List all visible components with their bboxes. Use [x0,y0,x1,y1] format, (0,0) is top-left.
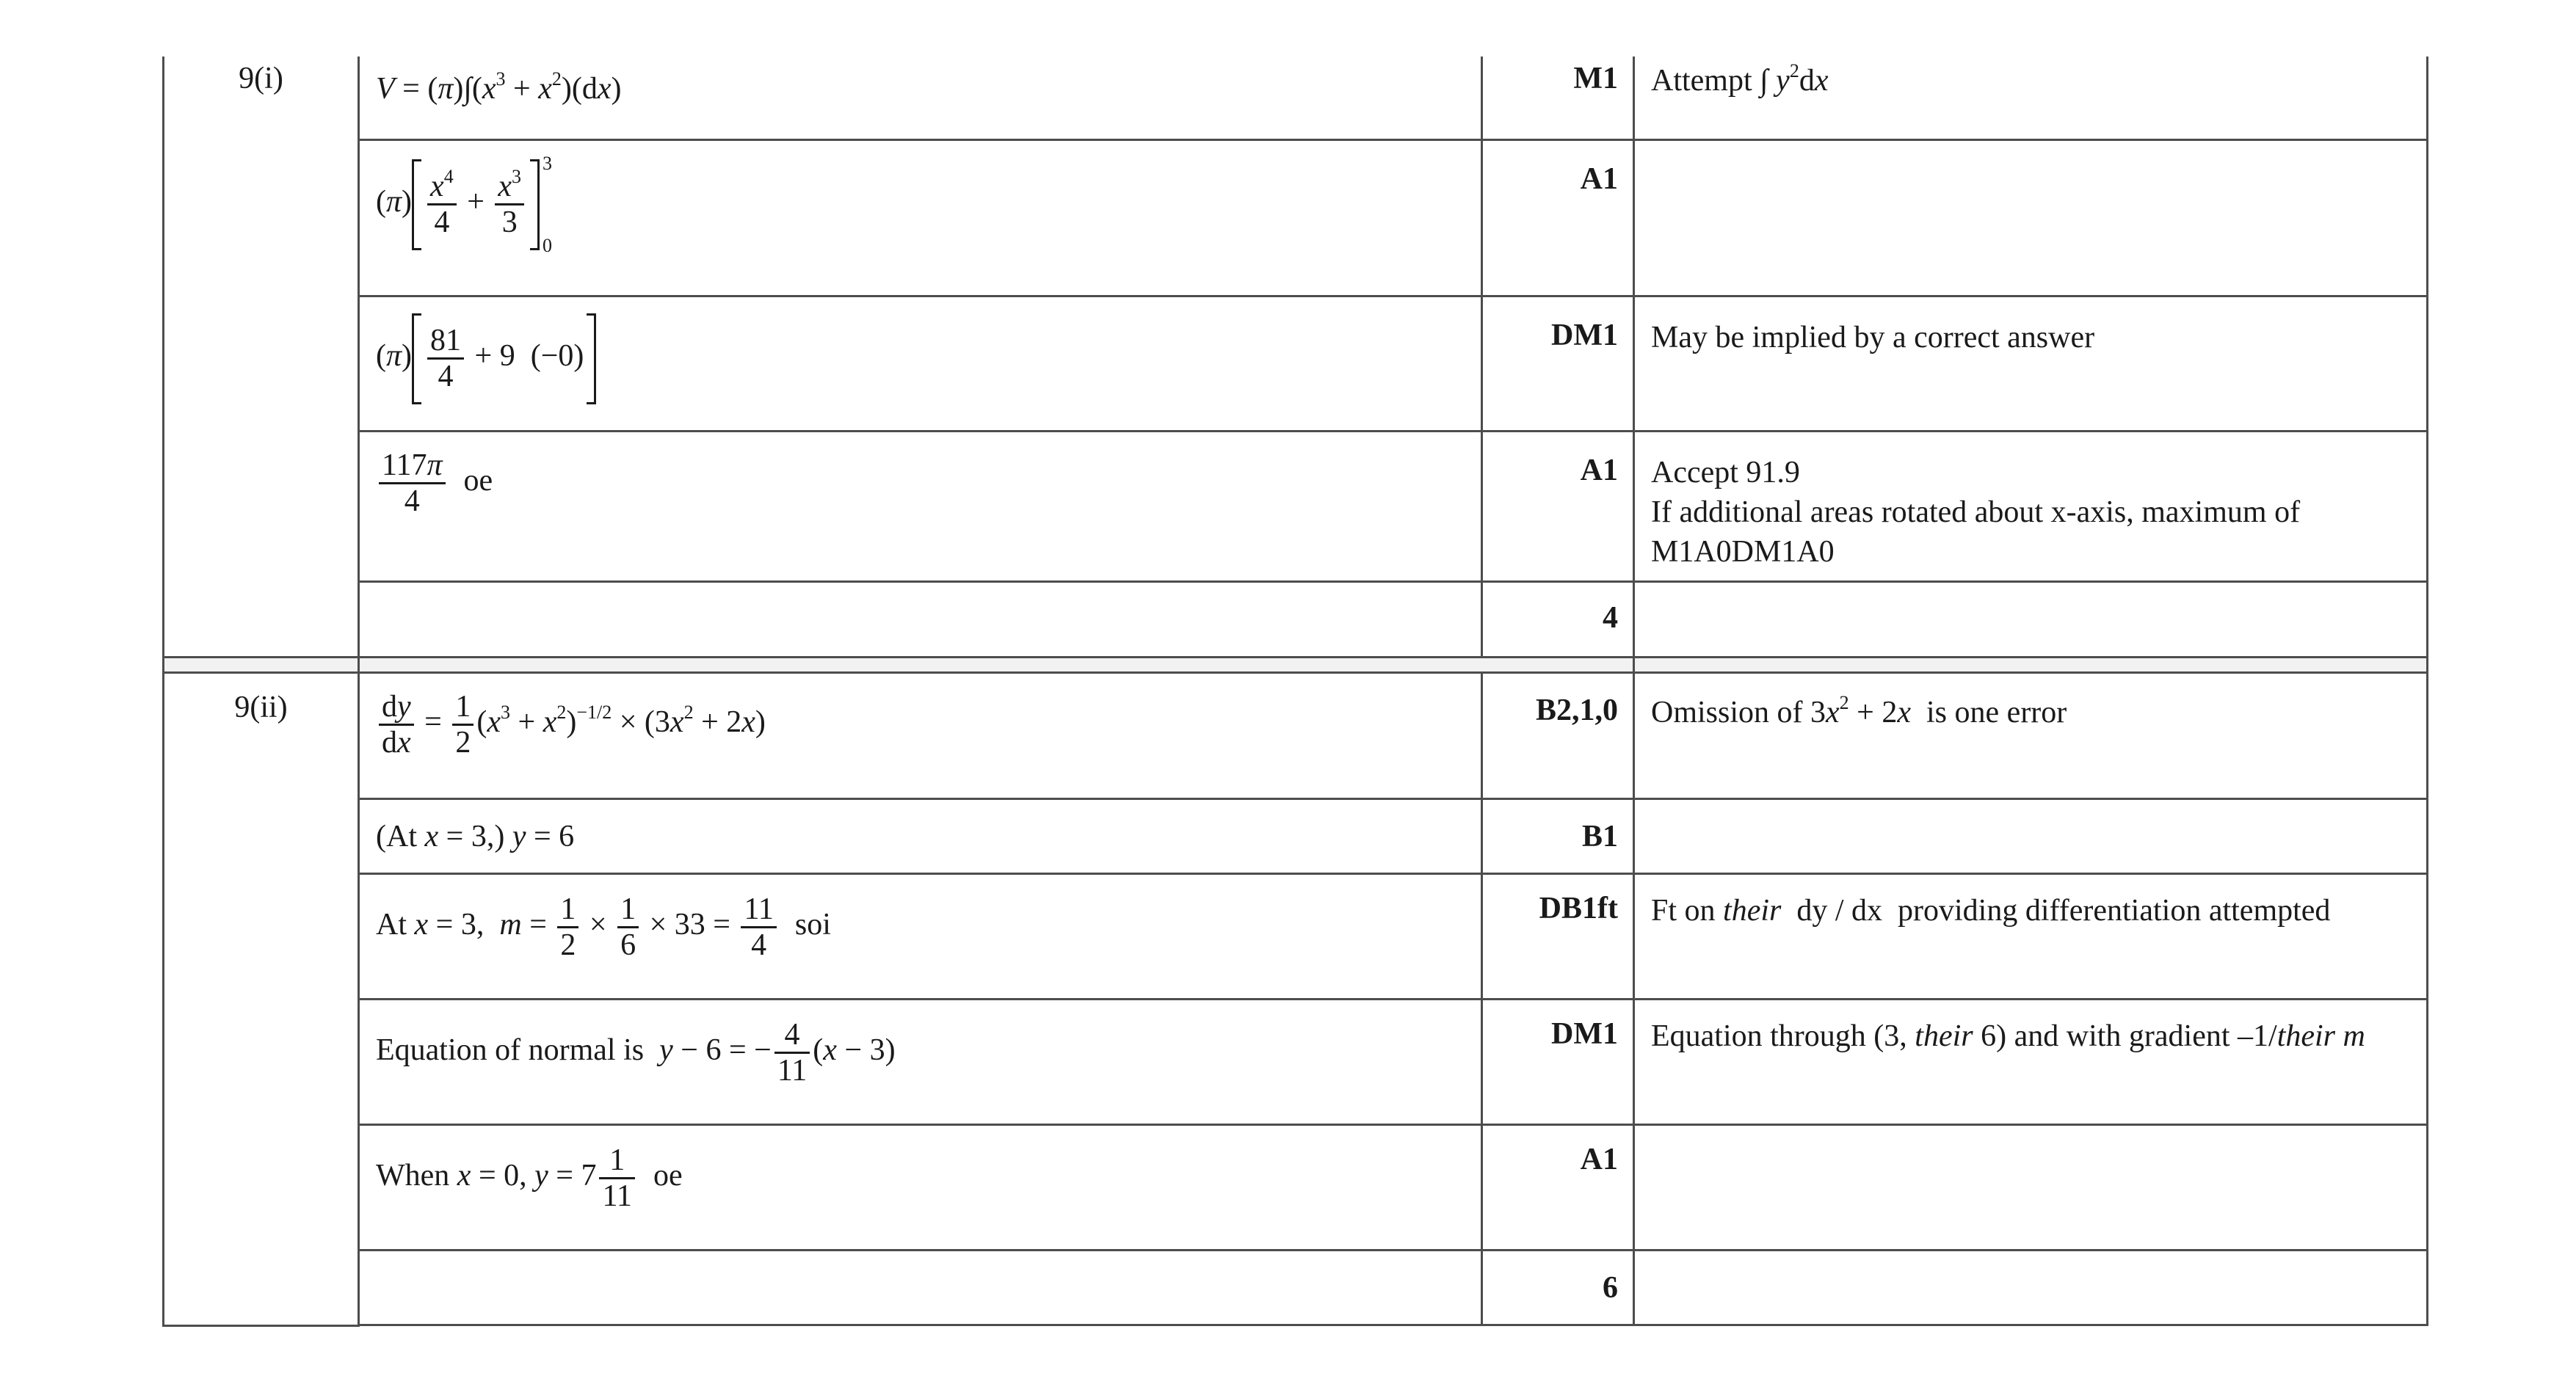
guidance-cell [1634,431,2428,581]
answer-cell [359,999,1482,1124]
question-label: 9(ii) [234,690,288,724]
answer-expression: (π) $\frac{x^4}{4}$ + $\frac{x^3}{3}$ 3 0 [376,152,553,256]
answer-expression: Equation of normal is y − 6 = − $\frac{4}{11}$ (x − 3) [376,1017,896,1088]
answer-expression: At x = 3, m = $\frac{1}{2}$ × $\frac{1}{6}$ × 33 = $\frac{11}{4}$ soi [376,892,831,962]
guidance-cell [1634,1124,2428,1250]
guidance-text: Omission of $3x^2 + 2x$ is one error [1651,691,2067,729]
answer-expression: When x = 0, y = 7 $\frac{1}{11}$ oe [376,1143,683,1213]
answer-expression: (π) $\frac{81}{4}$ + 9 (−0) [376,339,596,373]
question-label: 9(i) [239,62,283,95]
question-label-cell [164,672,359,1325]
answer-cell [359,431,1482,581]
answer-expression: $\frac{117\pi}{4}$ oe [376,464,493,498]
mark-cell: B2,1,0 [1482,672,1634,798]
mark-cell: DB1ft [1482,873,1634,999]
answer-expression: $V = (\pi)\int(x^3 + x^2)(dx)$ [376,68,622,106]
answer-cell [359,672,1482,798]
table-row [164,431,2428,581]
guidance-cell [1634,581,2428,657]
mark-cell: A1 [1482,431,1634,581]
guidance-cell [1634,672,2428,798]
answer-cell [359,798,1482,873]
table-row [164,1250,2428,1325]
mark-cell: DM1 [1482,999,1634,1124]
guidance-cell [1634,873,2428,999]
table-row [164,57,2428,139]
table-row [164,873,2428,999]
guidance-cell: May be implied by a correct answer [1634,296,2428,431]
guidance-text: Equation through (3, their 6) and with gradient –1/their m [1651,1019,2365,1053]
guidance-cell [1634,999,2428,1124]
answer-expression: (At x = 3,) y = 6 [376,819,575,853]
table-row [164,139,2428,296]
answer-cell [359,1250,1482,1325]
question-label-cell [164,57,359,657]
answer-cell [359,139,1482,296]
answer-cell [359,1124,1482,1250]
mark-cell: DM1 [1482,296,1634,431]
answer-cell [359,873,1482,999]
guidance-cell [1634,139,2428,296]
mark-cell: M1 [1482,57,1634,139]
table-row [164,296,2428,431]
mark-cell: B1 [1482,798,1634,873]
total-mark-cell: 4 [1482,581,1634,657]
section-separator [164,657,2428,672]
guidance-cell [1634,1250,2428,1325]
mark-cell: A1 [1482,139,1634,296]
answer-cell [359,296,1482,431]
guidance-text: Attempt ∫ $y^2dx$ [1651,60,1829,98]
answer-cell [359,581,1482,657]
mark-scheme-sheet [162,57,2426,1327]
mark-cell: A1 [1482,1124,1634,1250]
total-mark-cell: 6 [1482,1250,1634,1325]
table-row [164,999,2428,1124]
table-row [164,1124,2428,1250]
guidance-text: Ft on their dy / dx providing differentiation attempted [1651,893,2331,928]
guidance-cell [1634,57,2428,139]
guidance-line: Accept 91.9 [1651,455,1800,489]
guidance-line: M1A0DM1A0 [1651,534,1835,569]
guidance-cell [1634,798,2428,873]
mark-scheme-table [162,57,2428,1327]
answer-cell [359,57,1482,139]
guidance-line: If additional areas rotated about x-axis, maximum of [1651,495,2301,529]
table-row [164,581,2428,657]
table-row [164,798,2428,873]
answer-expression: $\frac{dy}{dx}$ = $\frac{1}{2}$ $(x^3 + x^2)^{-1/2} \times (3x^2 + 2x)$ [376,705,766,739]
table-row [164,672,2428,798]
